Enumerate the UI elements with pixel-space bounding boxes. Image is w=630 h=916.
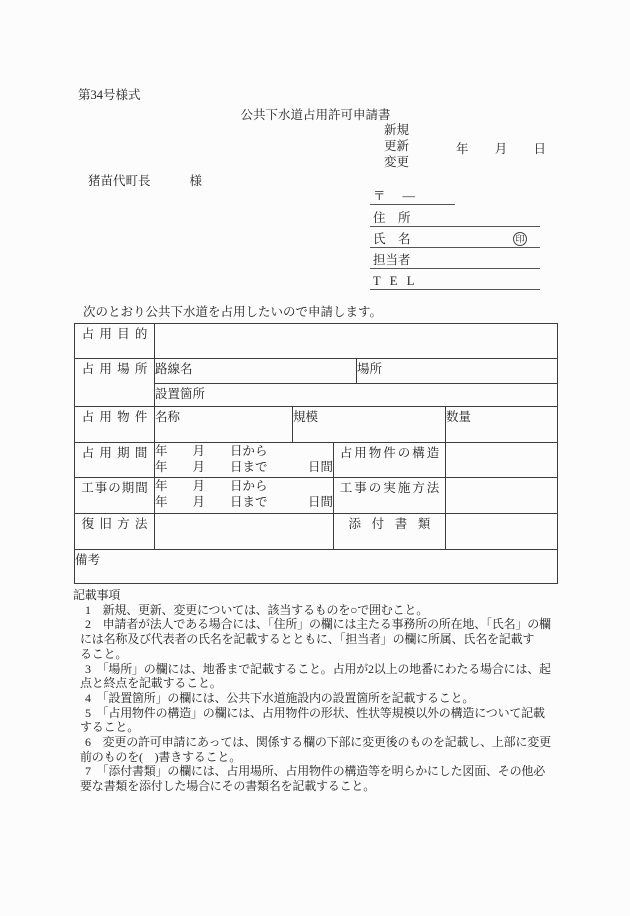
address-label: 住 所 — [373, 211, 411, 225]
postal-mark-icon: 〒 — [373, 189, 386, 203]
installation-cell[interactable] — [155, 384, 558, 407]
tel-field[interactable] — [370, 274, 540, 290]
quantity-cell[interactable] — [446, 407, 558, 443]
location-cell[interactable] — [357, 359, 558, 384]
object-name-label: 名称 — [155, 410, 181, 424]
remarks-label: 備考 — [75, 553, 101, 567]
date-month-label: 月 — [494, 142, 508, 156]
note-6-cont-1: 前のものを( )書きすること。 — [80, 749, 241, 764]
object-label: 占用物件 — [75, 407, 155, 443]
attachments-label: 添付書類 — [334, 514, 446, 550]
address-field[interactable] — [370, 211, 540, 227]
location-label: 場所 — [357, 362, 383, 376]
purpose-value-cell[interactable] — [155, 324, 558, 359]
object-name-cell[interactable] — [155, 407, 293, 443]
date-day-label: 日 — [533, 142, 546, 156]
notes-heading: 記載事項 — [73, 588, 121, 602]
remarks-cell[interactable] — [75, 550, 558, 584]
quantity-label: 数量 — [446, 410, 472, 424]
construction-period-cell[interactable] — [155, 478, 334, 514]
occupation-period-label: 占用期間 — [75, 443, 155, 478]
construction-from-placeholder: 年 月 日から — [155, 479, 268, 493]
restoration-label: 復旧方法 — [75, 514, 155, 550]
note-4: 4 「設置箇所」の欄には、公共下水道施設内の設置箇所を記載すること。 — [85, 690, 475, 705]
note-1: 1 新規、更新、変更については、該当するものを○で囲むこと。 — [85, 602, 429, 617]
scale-label: 規模 — [293, 410, 319, 424]
construction-method-label: 工事の実施方法 — [334, 478, 446, 514]
construction-to-placeholder: 年 月 日まで — [155, 495, 268, 509]
postal-code-field[interactable] — [370, 189, 455, 205]
occupation-period-cell[interactable] — [155, 443, 334, 478]
application-date — [456, 139, 546, 157]
contact-person-label: 担当者 — [373, 253, 411, 267]
inkan-seal-icon: 印 — [513, 232, 527, 246]
note-3-cont-1: 点と終点を記載すること。 — [80, 676, 222, 691]
note-7: 7 「添付書類」の欄には、占用場所、占用物件の構造等を明らかにした図面、その他必 — [85, 764, 546, 779]
addressee-name: 猪苗代町長 — [88, 174, 151, 188]
note-2-cont-2: ること。 — [80, 646, 128, 661]
note-7-cont-1: 要な書類を添付した場合にその書類名を記載すること。 — [80, 779, 376, 794]
construction-days-label: 日間 — [307, 495, 333, 509]
restoration-value-cell[interactable] — [155, 514, 334, 550]
note-2: 2 申請者が法人である場合には、「住所」の欄には主たる事務所の所在地、「氏名」の欄 — [85, 617, 551, 632]
date-year-label: 年 — [456, 142, 469, 156]
note-5: 5 「占用物件の構造」の欄には、占用物件の形状、性状等規模以外の構造について記載 — [85, 705, 545, 720]
notes-section — [73, 588, 569, 794]
construction-period-label: 工事の期間 — [75, 478, 155, 514]
place-label: 占用場所 — [75, 359, 155, 407]
addressee-line — [88, 171, 202, 189]
application-table — [74, 323, 558, 584]
name-field[interactable] — [370, 232, 540, 248]
attachments-value-cell[interactable] — [446, 514, 558, 550]
route-name-cell[interactable] — [155, 359, 357, 384]
form-number: 第34号様式 — [78, 88, 141, 102]
application-type-new[interactable]: 新規 — [384, 123, 410, 137]
period-from-placeholder: 年 月 日から — [155, 444, 268, 458]
structure-value-cell[interactable] — [446, 443, 558, 478]
tel-label: T E L — [373, 274, 418, 288]
application-type-selector — [384, 122, 409, 170]
route-name-label: 路線名 — [155, 362, 193, 376]
note-3: 3 「場所」の欄には、地番まで記載すること。占用が2以上の地番にわたる場合には、起 — [85, 661, 551, 676]
page-title: 公共下水道占用許可申請書 — [240, 108, 391, 122]
scale-cell[interactable] — [293, 407, 446, 443]
note-2-cont-1: には名称及び代表者の氏名を記載するとともに、「担当者」の欄に所属、氏名を記載す — [80, 632, 535, 647]
postal-dash: ― — [402, 189, 416, 203]
note-5-cont-1: すること。 — [80, 720, 140, 735]
structure-label: 占用物件の構造 — [334, 443, 446, 478]
period-to-placeholder: 年 月 日まで — [155, 460, 268, 474]
addressee-honorific: 様 — [189, 174, 203, 188]
installation-label: 設置箇所 — [155, 387, 206, 401]
name-label: 氏 名 — [373, 232, 411, 246]
note-6: 6 変更の許可申請にあっては、関係する欄の下部に変更後のものを記載し、上部に変更 — [85, 735, 551, 750]
construction-method-value-cell[interactable] — [446, 478, 558, 514]
purpose-label: 占用目的 — [75, 324, 155, 359]
intro-sentence: 次のとおり公共下水道を占用したいので申請します。 — [83, 305, 383, 319]
contact-person-field[interactable] — [370, 253, 540, 269]
application-type-change[interactable]: 変更 — [384, 155, 410, 169]
period-days-label: 日間 — [307, 460, 333, 474]
application-type-renewal[interactable]: 更新 — [384, 139, 410, 153]
